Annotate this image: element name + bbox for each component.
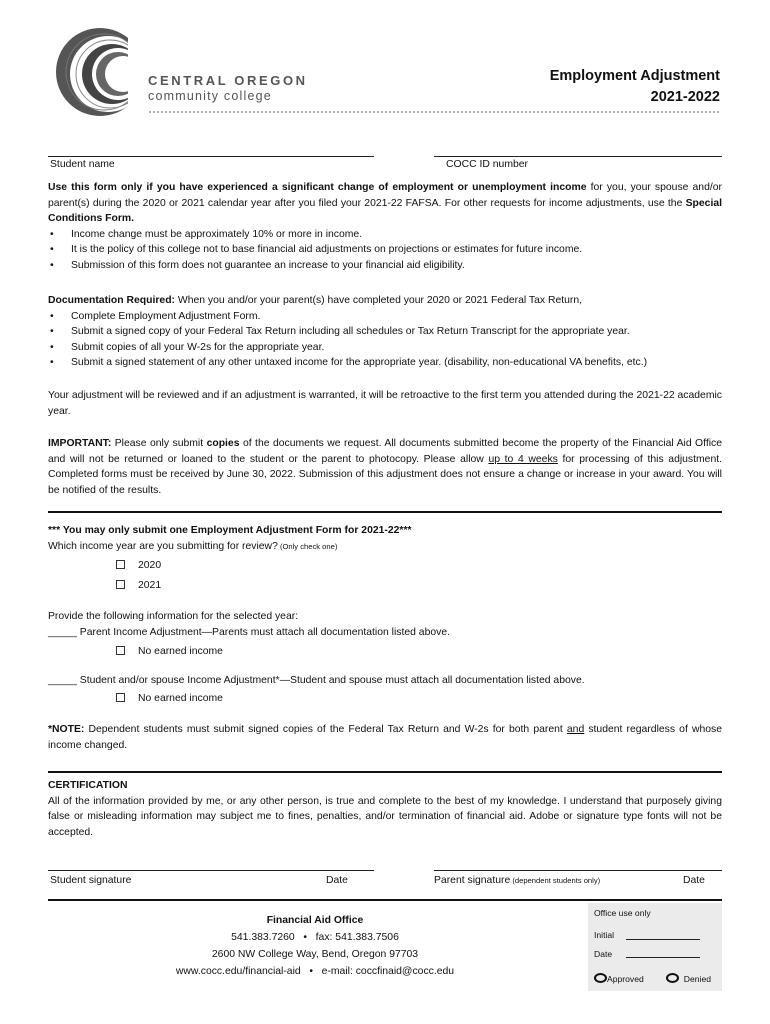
email-link[interactable]: e-mail: coccfinaid@cocc.edu [321,966,455,977]
office-use-box [588,903,722,991]
contact-phone-line [130,929,500,946]
website-link[interactable]: www.cocc.edu/financial-aid [175,966,301,977]
office-name [130,912,500,929]
list-item: • Submit copies of all your W-2s for the appropriate year. [48,340,722,356]
provide-section [48,609,722,640]
office-date-label: Date [594,949,613,959]
parent-no-income-checkbox[interactable] [116,646,125,655]
intro-bullets [48,227,722,274]
important-text-1: Please only submit [111,438,207,449]
form-title-text: Employment Adjustment [549,68,720,84]
dotted-divider [148,110,720,114]
important-text-3: for processing of this adjustment. Completed forms must be received by June 30, 2022. Submission of this adjustment does not ensure a change or increase in your award. You will be notified of the results. [48,453,723,496]
org-subtitle: community college [148,89,272,103]
form-title [550,66,720,108]
note-text-1: Dependent students must submit signed copies of the Federal Tax Return and W-2s for both parent [84,724,567,735]
note-label: *NOTE: [48,724,85,735]
list-item: • Income change must be approximately 10% or more in income. [48,227,722,243]
parent-signature-note: (dependent students only) [510,876,601,885]
certification-heading [48,778,722,794]
documentation-bullets [48,309,722,371]
student-no-income-label: No earned income [138,693,223,704]
office-date-field[interactable] [626,957,700,958]
office-use-title: Office use only [594,908,651,918]
note-text-2: student regardless of whose income changed. [48,724,722,751]
denied-label: Denied [683,974,712,984]
note-section [48,722,722,753]
weeks-emphasis: up to 4 weeks [488,453,558,465]
approved-option[interactable] [594,973,644,984]
section-divider [48,899,722,901]
documentation-section [48,293,722,371]
one-form-notice-text: *** You may only submit one Employment Adjustment Form for 2021-22*** [48,525,412,536]
separator: • [303,932,307,943]
parent-no-income-label: No earned income [138,646,223,657]
certification-section [48,778,722,840]
important-label: IMPORTANT: [48,438,112,449]
office-initial-label: Initial [594,930,615,940]
intro-text: for you, your spouse and/or parent(s) during the 2020 or 2021 calendar year after you filed your 2021-22 FAFSA. For other requests for income adjustments, use the [48,182,722,209]
important-paragraph [48,436,722,498]
review-section [48,388,722,419]
list-item: • It is the policy of this college not to base financial aid adjustments on projections or estimates for future income. [48,242,722,258]
documentation-text: When you and/or your parent(s) have completed your 2020 or 2021 Federal Tax Return, [175,295,583,306]
note-and: and [566,724,585,735]
year-2021-checkbox[interactable] [116,580,125,589]
student-adjustment-section [48,673,722,689]
list-item: • Submission of this form does not guarantee an increase to your financial aid eligibility. [48,258,722,274]
year-2021-option[interactable] [116,578,161,594]
office-name-text: Financial Aid Office [266,915,364,926]
provide-text: Provide the following information for the selected year: [48,611,299,622]
phone-number: 541.383.7260 [231,932,295,943]
student-signature-field[interactable] [48,870,374,871]
student-signature-label: Student signature [50,875,132,886]
separator: • [309,966,313,977]
documentation-paragraph [48,293,722,309]
form-year: 2021-2022 [650,89,720,105]
review-paragraph: Your adjustment will be reviewed and if an adjustment is warranted, it will be retroactive to the first term you attended during the 2021-22 academic year. [48,390,722,417]
org-name: CENTRAL OREGON [148,73,308,88]
important-text-2: of the documents we request. All documents submitted become the property of the Financial Aid Office and will not be returned or loaned to the student or the parent to photocopy. Please allow [48,438,723,465]
student-name-label: Student name [50,159,115,170]
selection-section [48,523,722,554]
documentation-heading: Documentation Required: [48,295,176,306]
parent-adjustment-line[interactable]: _____ Parent Income Adjustment—Parents must attach all documentation listed above. [48,626,451,638]
student-adjustment-line[interactable]: _____ Student and/or spouse Income Adjustment*—Student and spouse must attach all documentation listed above. [48,675,585,686]
intro-paragraph [48,180,722,227]
student-date-label: Date [326,875,348,886]
contact-web-line [130,963,500,980]
denied-option[interactable] [666,973,711,984]
year-2020-option[interactable] [116,558,161,574]
section-divider [48,771,722,773]
list-item: • Submit a signed copy of your Federal Tax Return including all schedules or Tax Return Transcript for the appropriate year. [48,324,722,340]
approved-radio[interactable] [594,973,607,983]
special-conditions-link[interactable]: Special Conditions Form. [48,197,722,225]
student-name-field[interactable] [48,156,374,157]
parent-signature-field[interactable] [434,870,722,871]
copies-emphasis: copies [206,438,240,449]
student-no-income-checkbox[interactable] [116,693,125,702]
section-divider [48,511,722,513]
cocc-id-field[interactable] [434,156,722,157]
income-year-question-text: Which income year are you submitting for review? [48,540,278,552]
intro-section [48,180,722,274]
student-no-income-option[interactable] [116,691,223,707]
footer [130,912,500,980]
denied-radio[interactable] [666,973,679,983]
parent-signature-text: Parent signature [434,875,511,886]
year-2020-label: 2020 [138,560,162,571]
parent-date-label: Date [683,875,705,886]
cocc-id-label: COCC ID number [446,159,528,170]
fax-number: fax: 541.383.7506 [315,932,399,943]
college-logo [48,22,128,122]
certification-text: All of the information provided by me, or any other person, is true and complete to the best of my knowledge. I understand that purposely giving false or misleading information may subject me to fines, penalties, and/or termination of financial aid. Adobe or signature type fonts will not be accepted. [48,795,722,838]
parent-signature-label [434,876,600,886]
important-section [48,436,722,498]
list-item: • Complete Employment Adjustment Form. [48,309,722,325]
certification-heading-text: CERTIFICATION [48,780,128,791]
income-year-question [48,539,722,555]
year-2020-checkbox[interactable] [116,560,125,569]
one-form-notice [48,523,722,539]
list-item: • Submit a signed statement of any other untaxed income for the appropriate year. (disability, non-educational VA benefits, etc.) [48,355,722,371]
approved-label: Approved [607,974,644,984]
note-paragraph [48,722,722,753]
intro-lead: Use this form only if you have experienced a significant change of employment or unemployment income [48,182,587,193]
parent-no-income-option[interactable] [116,644,223,660]
office-initial-field[interactable] [626,939,700,940]
year-2021-label: 2021 [138,580,162,591]
only-one-note: (Only check one) [277,541,338,551]
address: 2600 NW College Way, Bend, Oregon 97703 [211,949,419,960]
